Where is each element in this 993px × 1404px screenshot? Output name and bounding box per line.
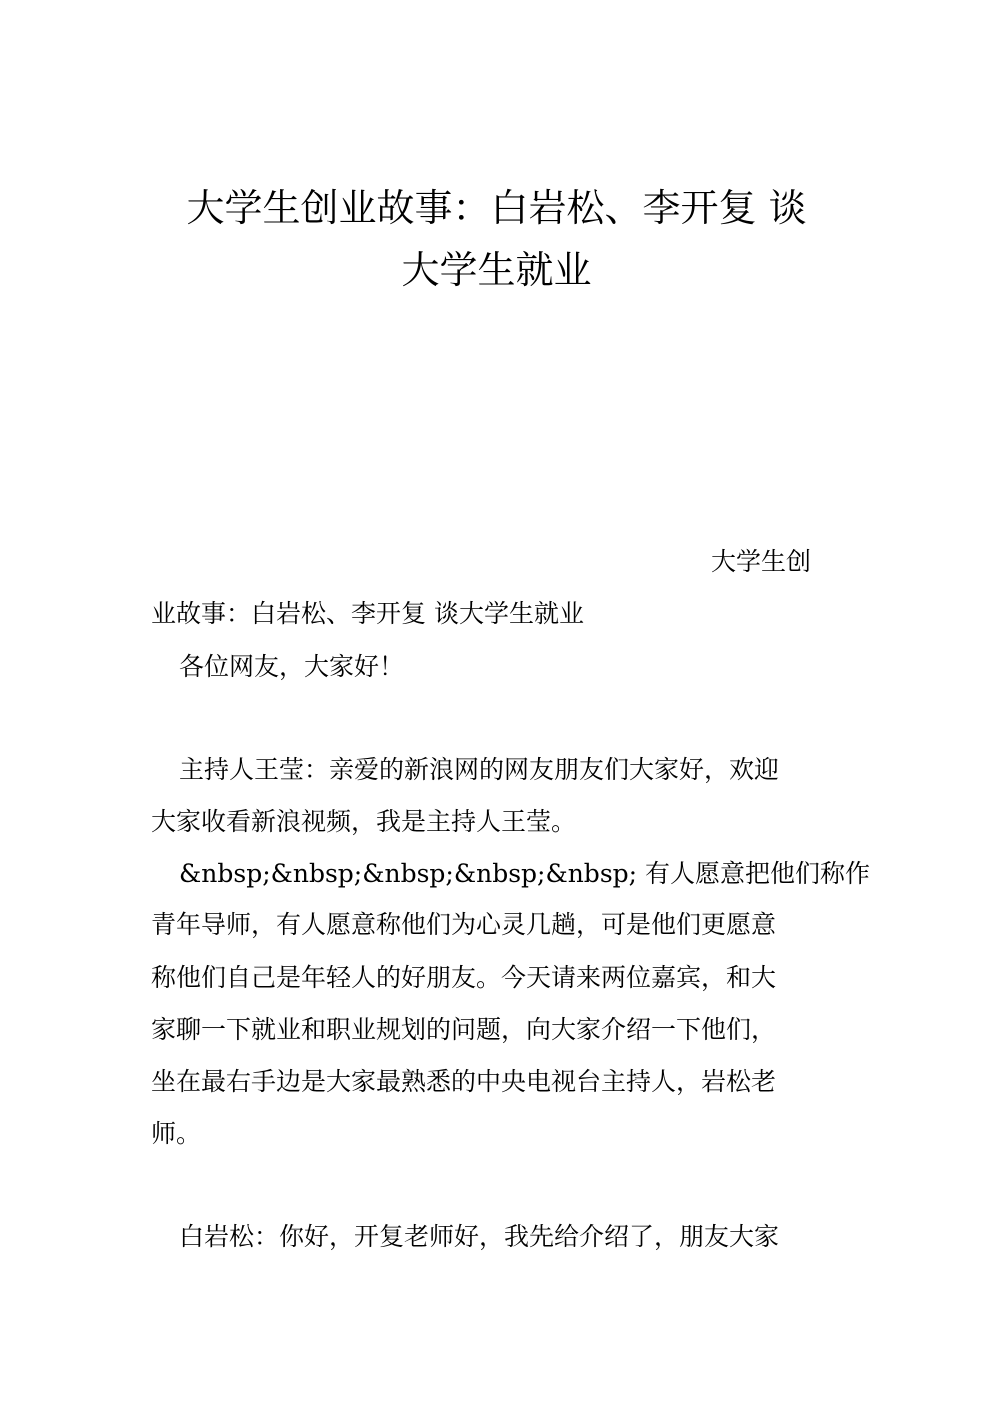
intro-paragraph-line: 称他们自己是年轻人的好朋友。今天请来两位嘉宾，和大: [151, 963, 777, 992]
body-line: 业故事：白岩松、李开复 谈大学生就业: [151, 599, 584, 628]
host-paragraph-line: 主持人王莹：亲爱的新浪网的网友朋友们大家好，欢迎: [179, 755, 780, 784]
intro-paragraph-line: &nbsp;&nbsp;&nbsp;&nbsp;&nbsp; 有人愿意把他们称作: [179, 859, 871, 888]
document-title-line-2: 大学生就业: [401, 248, 592, 292]
body-line: 大学生创: [711, 547, 812, 576]
speaker-paragraph-line: 白岩松：你好，开复老师好，我先给介绍了，朋友大家: [179, 1222, 780, 1251]
host-paragraph-line: 大家收看新浪视频，我是主持人王莹。: [151, 807, 577, 836]
intro-paragraph-line: 家聊一下就业和职业规划的问题，向大家介绍一下他们，: [151, 1015, 777, 1044]
intro-paragraph-line: 师。: [151, 1119, 202, 1148]
intro-paragraph-line: 坐在最右手边是大家最熟悉的中央电视台主持人，岩松老: [151, 1067, 777, 1096]
greeting-line: 各位网友，大家好！: [179, 652, 405, 681]
document-title-line-1: 大学生创业故事：白岩松、李开复 谈: [186, 186, 807, 230]
intro-paragraph-line: 青年导师，有人愿意称他们为心灵几趟，可是他们更愿意: [151, 910, 777, 939]
